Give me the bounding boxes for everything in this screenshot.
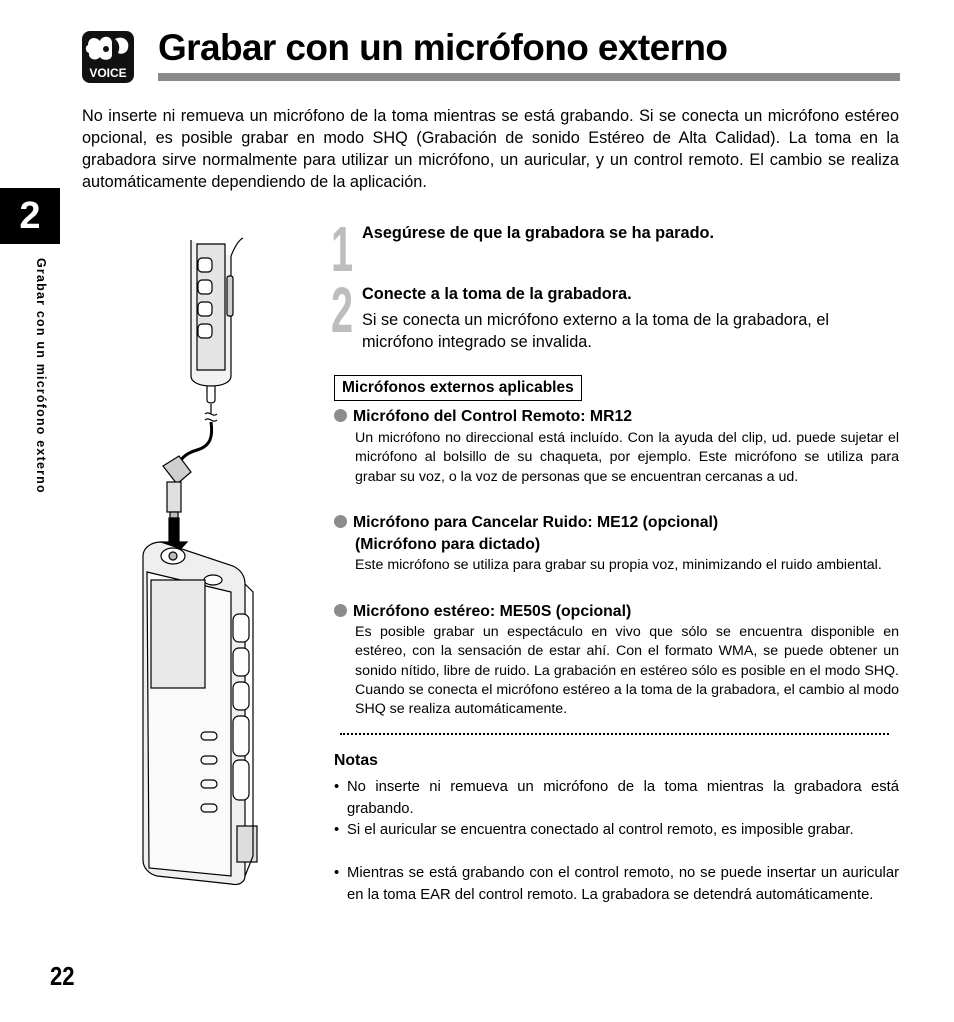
note-text: Mientras se está grabando con el control remoto, no se puede insertar un auricular en la toma EAR del control remoto. La grabadora se detendrá automáticamente. [347, 865, 899, 903]
step-title: Asegúrese de que la grabadora se ha parado. [362, 224, 714, 242]
note-item [334, 820, 899, 842]
note-text: Si el auricular se encuentra conectado al control remoto, es imposible grabar. [347, 822, 854, 838]
step-body: Si se conecta un micrófono externo a la toma de la grabadora, el micrófono integrado se invalida. [362, 311, 830, 351]
page-title: Grabar con un micrófono externo [158, 27, 728, 68]
bullet-dot-icon [334, 515, 347, 528]
step-number: 2 [331, 274, 354, 346]
dotted-divider [340, 733, 889, 735]
note-item [334, 777, 899, 820]
notes-heading: Notas [334, 752, 378, 769]
chapter-side-label: Grabar con un micrófono externo [34, 258, 48, 494]
bullet-dot-icon [334, 604, 347, 617]
voice-icon-text: VOICE [89, 66, 127, 80]
mic-item-title [334, 406, 632, 428]
mic-item-body: Este micrófono se utiliza para grabar su propia voz, minimizando el ruido ambiental. [355, 557, 882, 573]
mic-item-title [334, 601, 631, 623]
section-heading-boxed: Micrófonos externos aplicables [334, 375, 582, 401]
note-item [334, 863, 899, 906]
note-text: No inserte ni remueva un micrófono de la toma mientras la grabadora está grabando. [347, 779, 899, 817]
mic-item-body: Es posible grabar un espectáculo en vivo que sólo se encuentra disponible en estéreo, con la sensación de estar ahí. Con el formato WMA, se puede obtener un sonido nítido, libre de ruido. La grabación en estéreo sólo es posible en el modo SHQ. Cuando se conecta el micrófono estéreo a la toma de la grabadora, el cambio al modo SHQ se realiza automáticamente. [355, 624, 899, 718]
bullet-dot-icon [334, 409, 347, 422]
mic-item-title-text: Micrófono para Cancelar Ruido: ME12 (opcional) [353, 514, 719, 531]
note-bullet: • [334, 865, 340, 881]
step-number: 1 [331, 213, 354, 285]
voice-icon [82, 31, 134, 83]
mic-item-subtitle: (Micrófono para dictado) [355, 536, 541, 553]
title-rule [158, 73, 900, 81]
note-bullet: • [334, 779, 340, 795]
note-bullet: • [334, 822, 340, 838]
recorder-with-microphone-illustration [135, 236, 265, 886]
page-number: 22 [50, 961, 75, 991]
mic-item-title-text: Micrófono estéreo: ME50S (opcional) [353, 603, 632, 620]
mic-item-title [334, 512, 718, 534]
chapter-tab: 2 [0, 188, 60, 244]
intro-paragraph: No inserte ni remueva un micrófono de la toma mientras se está grabando. Si se conecta un micrófono estéreo opcional, es posible grabar en modo SHQ (Grabación de sonido Estéreo de Alta Calidad). La toma en la grabadora sirve normalmente para utilizar un micrófono, un auricular, y un control remoto. El cambio se realiza automáticamente dependiendo de la aplicación. [82, 107, 899, 191]
step-title: Conecte a la toma de la grabadora. [362, 285, 632, 303]
mic-item-title-text: Micrófono del Control Remoto: MR12 [353, 408, 633, 425]
mic-item-body: Un micrófono no direccional está incluído. Con la ayuda del clip, ud. puede sujetar el micrófono al bolsillo de su chaqueta, por ejemplo. Este micrófono se utiliza para grabar su voz, o la voz de personas que se encuentran cercanas a ud. [355, 430, 899, 485]
